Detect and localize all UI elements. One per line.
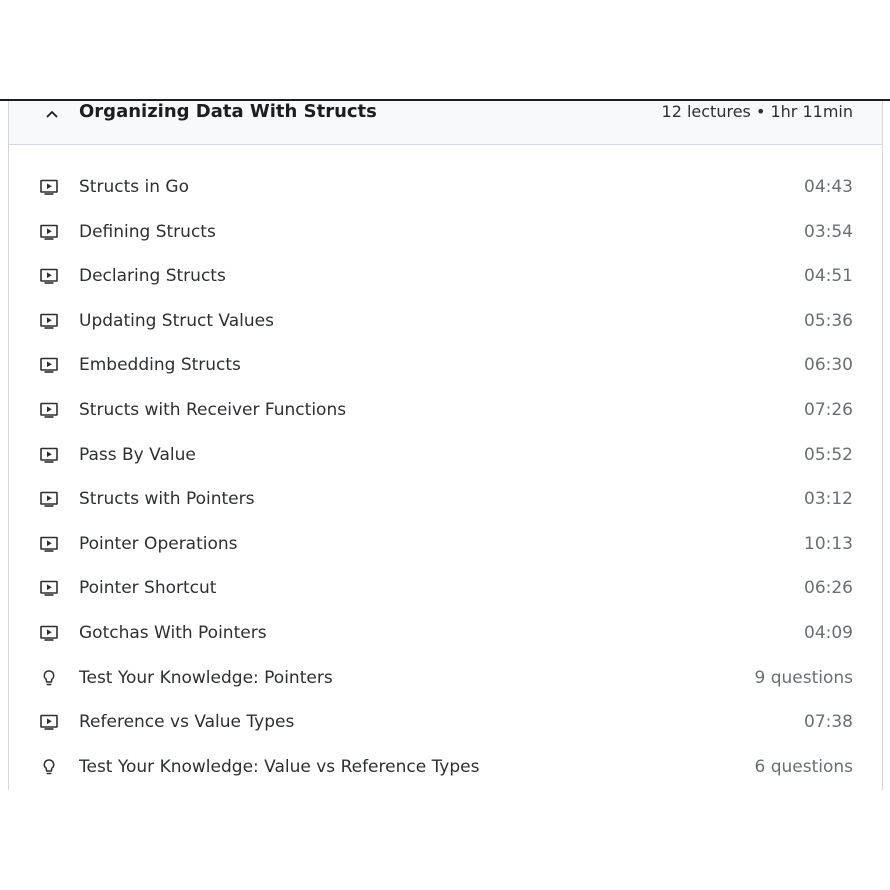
lecture-title[interactable]: Structs in Go <box>79 177 189 197</box>
lecture-item[interactable] <box>9 343 882 388</box>
lecture-title[interactable]: Structs with Pointers <box>79 489 255 510</box>
quiz-item[interactable] <box>9 656 882 701</box>
lecture-item[interactable] <box>9 700 882 745</box>
video-icon <box>39 534 59 554</box>
curriculum-section-panel <box>8 101 883 790</box>
video-icon <box>39 222 59 242</box>
lecture-title[interactable]: Gotchas With Pointers <box>79 622 267 643</box>
lecture-item[interactable] <box>9 388 882 433</box>
lecture-duration: 10:13 <box>804 533 853 554</box>
video-icon <box>39 578 59 598</box>
section-title: Organizing Data With Structs <box>79 101 377 122</box>
video-icon <box>39 177 59 197</box>
quiz-title[interactable]: Test Your Knowledge: Value vs Reference Types <box>79 756 480 777</box>
lecture-title[interactable]: Structs with Receiver Functions <box>79 399 347 420</box>
lecture-title[interactable]: Reference vs Value Types <box>79 712 295 733</box>
lecture-duration: 07:26 <box>804 399 853 420</box>
lecture-duration: 05:36 <box>804 310 853 331</box>
section-meta: 12 lectures • 1hr 11min <box>661 102 853 121</box>
lecture-item[interactable] <box>9 611 882 656</box>
video-icon <box>39 266 59 286</box>
quiz-item[interactable] <box>9 745 882 790</box>
quiz-question-count: 9 questions <box>754 667 853 688</box>
lecture-duration: 06:30 <box>804 355 853 376</box>
video-icon <box>39 445 59 465</box>
lecture-duration: 03:54 <box>804 221 853 242</box>
lecture-title[interactable]: Updating Struct Values <box>79 310 274 331</box>
lecture-title[interactable]: Pass By Value <box>79 444 196 465</box>
lecture-duration: 04:09 <box>804 622 853 643</box>
quiz-question-count: 6 questions <box>754 756 853 777</box>
lecture-item[interactable] <box>9 477 882 522</box>
video-icon <box>39 623 59 643</box>
lecture-list <box>9 165 882 789</box>
lecture-duration: 06:26 <box>804 578 853 599</box>
section-header-toggle[interactable] <box>9 101 882 145</box>
lecture-item[interactable] <box>9 210 882 255</box>
lecture-item[interactable] <box>9 299 882 344</box>
lecture-title[interactable]: Pointer Operations <box>79 533 238 554</box>
quiz-title[interactable]: Test Your Knowledge: Pointers <box>79 667 333 688</box>
video-icon <box>39 489 59 509</box>
lecture-title[interactable]: Pointer Shortcut <box>79 578 217 599</box>
lecture-duration: 07:38 <box>804 712 853 733</box>
lecture-item[interactable] <box>9 165 882 210</box>
lecture-duration: 04:51 <box>804 266 853 287</box>
lecture-item[interactable] <box>9 433 882 478</box>
lecture-duration: 05:52 <box>804 444 853 465</box>
lightbulb-icon <box>39 757 59 777</box>
chevron-up-icon[interactable] <box>43 105 61 123</box>
lecture-item[interactable] <box>9 566 882 611</box>
lecture-duration: 03:12 <box>804 489 853 510</box>
video-icon <box>39 311 59 331</box>
lecture-item[interactable] <box>9 522 882 567</box>
lecture-title[interactable]: Defining Structs <box>79 221 216 242</box>
lecture-duration: 04:43 <box>804 177 853 197</box>
lecture-title[interactable]: Embedding Structs <box>79 355 241 376</box>
video-icon <box>39 400 59 420</box>
video-icon <box>39 712 59 732</box>
lecture-title[interactable]: Declaring Structs <box>79 266 226 287</box>
lecture-item[interactable] <box>9 254 882 299</box>
lightbulb-icon <box>39 668 59 688</box>
video-icon <box>39 355 59 375</box>
